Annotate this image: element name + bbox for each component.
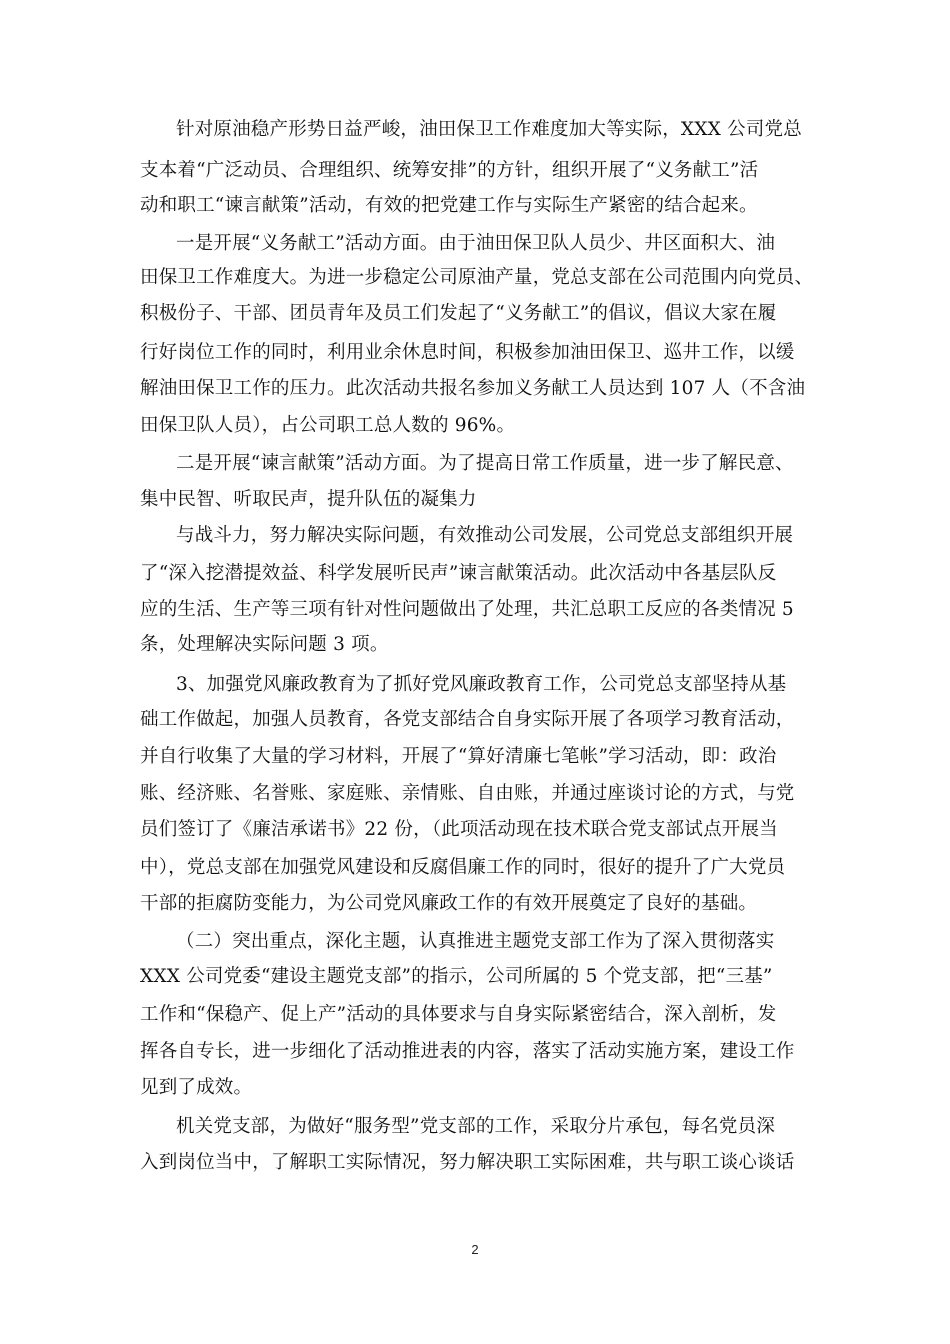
text-line: 挥各自专长，进一步细化了活动推进表的内容，落实了活动实施方案，建设工作 bbox=[140, 1041, 795, 1062]
text-line: 二是开展“谏言献策”活动方面。为了提高日常工作质量，进一步了解民意、 bbox=[176, 453, 794, 474]
text-line: 干部的拒腐防变能力，为公司党风廉政工作的有效开展奠定了良好的基础。 bbox=[140, 893, 758, 914]
page-number: 2 bbox=[471, 1242, 479, 1257]
text-line: 础工作做起，加强人员教育，各党支部结合自身实际开展了各项学习教育活动， bbox=[140, 709, 795, 730]
text-line: 入到岗位当中，了解职工实际情况，努力解决职工实际困难，共与职工谈心谈话 bbox=[140, 1152, 795, 1173]
text-line: 应的生活、生产等三项有针对性问题做出了处理，共汇总职工反应的各类情况 5 bbox=[140, 599, 794, 620]
text-line: XXX 公司党委“建设主题党支部”的指示，公司所属的 5 个党支部，把“三基” bbox=[140, 966, 773, 987]
text-line: 员们签订了《廉洁承诺书》22 份，（此项活动现在技术联合党支部试点开展当 bbox=[140, 819, 778, 840]
text-line: 支本着“广泛动员、合理组织、统筹安排”的方针，组织开展了“义务献工”活 bbox=[140, 160, 759, 181]
text-line: 账、经济账、名誉账、家庭账、亲情账、自由账，并通过座谈讨论的方式，与党 bbox=[140, 783, 795, 804]
text-line: 了“深入挖潜提效益、科学发展听民声”谏言献策活动。此次活动中各基层队反 bbox=[140, 563, 777, 584]
text-line: 条，处理解决实际问题 3 项。 bbox=[140, 634, 389, 655]
text-line: 并自行收集了大量的学习材料，开展了“算好清廉七笔帐”学习活动，即：政治 bbox=[140, 746, 777, 767]
text-line: 针对原油稳产形势日益严峻，油田保卫工作难度加大等实际，XXX 公司党总 bbox=[176, 119, 802, 140]
text-line: 3、加强党风廉政教育为了抓好党风廉政教育工作，公司党总支部坚持从基 bbox=[176, 674, 787, 695]
text-line: 田保卫工作难度大。为进一步稳定公司原油产量，党总支部在公司范围内向党员、 bbox=[140, 267, 814, 288]
text-line: 中），党总支部在加强党风建设和反腐倡廉工作的同时，很好的提升了广大党员 bbox=[140, 857, 786, 878]
text-line: 与战斗力，努力解决实际问题，有效推动公司发展，公司党总支部组织开展 bbox=[176, 525, 794, 546]
text-line: 积极份子、干部、团员青年及员工们发起了“义务献工”的倡议，倡议大家在履 bbox=[140, 303, 777, 324]
text-line: 集中民智、听取民声，提升队伍的凝集力 bbox=[140, 489, 477, 510]
text-line: （二）突出重点，深化主题，认真推进主题党支部工作为了深入贯彻落实 bbox=[176, 931, 775, 952]
text-line: 一是开展“义务献工”活动方面。由于油田保卫队人员少、井区面积大、油 bbox=[176, 233, 776, 254]
text-line: 机关党支部，为做好“服务型”党支部的工作，采取分片承包，每名党员深 bbox=[176, 1116, 776, 1137]
text-line: 工作和“保稳产、促上产”活动的具体要求与自身实际紧密结合，深入剖析，发 bbox=[140, 1004, 777, 1025]
text-line: 行好岗位工作的同时，利用业余休息时间，积极参加油田保卫、巡井工作，以缓 bbox=[140, 342, 795, 363]
text-line: 见到了成效。 bbox=[140, 1077, 253, 1098]
text-line: 田保卫队人员），占公司职工总人数的 96%。 bbox=[140, 415, 516, 436]
text-line: 解油田保卫工作的压力。此次活动共报名参加义务献工人员达到 107 人（不含油 bbox=[140, 378, 806, 399]
text-line: 动和职工“谏言献策”活动，有效的把党建工作与实际生产紧密的结合起来。 bbox=[140, 195, 758, 216]
